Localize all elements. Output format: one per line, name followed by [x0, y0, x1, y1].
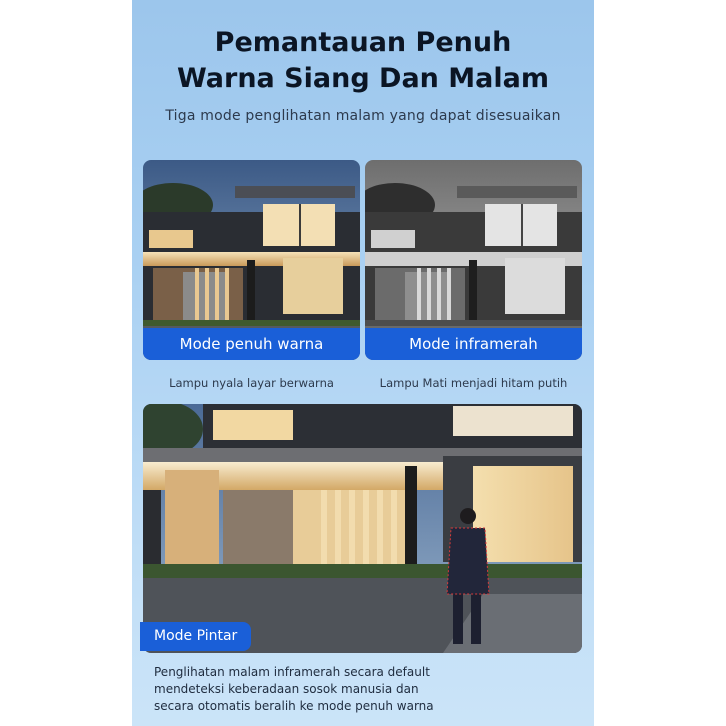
full-color-mode-card — [143, 160, 360, 360]
infrared-mode-caption: Lampu Mati menjadi hitam putih — [379, 376, 568, 390]
subtitle: Tiga mode penglihatan malam yang dapat disesuaikan — [165, 108, 561, 124]
full-color-mode-label: Mode penuh warna — [143, 328, 360, 360]
smart-mode-description — [154, 664, 574, 715]
full-color-mode-caption: Lampu nyala layar berwarna — [169, 376, 334, 390]
smart-mode-card — [143, 404, 582, 653]
smart-mode-house-photo — [143, 404, 582, 653]
smart-mode-label: Mode Pintar — [140, 622, 251, 651]
infrared-mode-label: Mode inframerah — [365, 328, 582, 360]
title-line-1: Pemantauan Penuh — [214, 27, 512, 58]
promo-panel — [132, 0, 594, 726]
infrared-mode-card — [365, 160, 582, 360]
title-line-2: Warna Siang Dan Malam — [176, 63, 549, 94]
description-line: mendeteksi keberadaan sosok manusia dan — [154, 682, 419, 696]
description-line: secara otomatis beralih ke mode penuh warna — [154, 699, 434, 713]
description-line: Penglihatan malam inframerah secara default — [154, 665, 430, 679]
